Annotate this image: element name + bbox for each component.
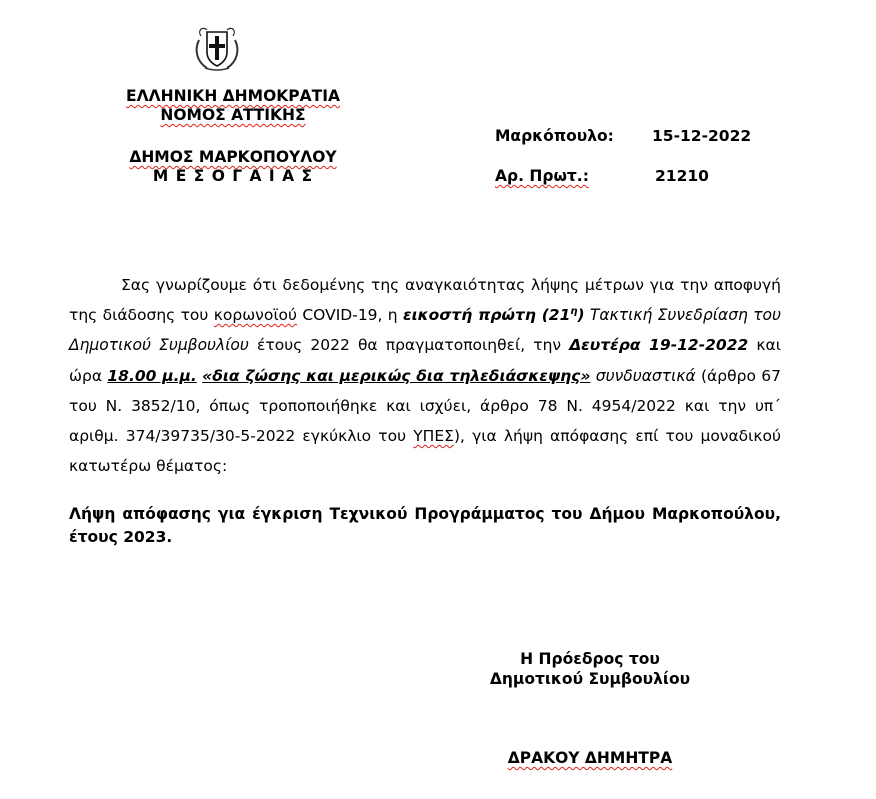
protocol-label: Αρ. Πρωτ.: (495, 167, 589, 185)
signature-title-line2: Δημοτικού Συμβουλίου (489, 670, 691, 688)
document-date: 15-12-2022 (652, 127, 752, 145)
header-prefecture: ΝΟΜΟΣ ΑΤΤΙΚΗΣ (160, 106, 306, 124)
meeting-time: 18.00 μ.μ. (107, 366, 197, 385)
invitation-paragraph: Σας γνωρίζουμε ότι δεδομένης της αναγκαιότητας λήψης μέτρων για την αποφυγή της διάδοσης του κορωνοϊού COVID-19, η εικοστή πρώτη $(21^\eta)$ Τακτική Συνεδρίαση του Δημοτικού Συμβουλίου έτους 2022 θα πραγματοποιηθεί, την Δευτέρα 19-12-2022 και ώρα 18.00 μ.μ. «δια ζώσης και μερικώς δια τηλεδιάσκεψης» συνδυαστικά (άρθρο 67 του Ν. 3852/10, όπως τροποποιήθηκε και ισχύει, άρθρο 78 Ν. 4954/2022 και την υπ΄ αριθμ. 374/39735/30-5-2022 εγκύκλιο του ΥΠΕΣ), για λήψη απόφασης επί του μοναδικού κατωτέρω θέματος: (69, 276, 781, 476)
signature-name: ΔΡΑΚΟΥ ΔΗΜΗΤΡΑ (507, 749, 673, 767)
header-region: Μ Ε Σ Ο Γ Α Ι Α Σ (152, 167, 314, 185)
header-country: ΕΛΛΗΝΙΚΗ ΔΗΜΟΚΡΑΤΙΑ (126, 87, 340, 105)
header-municipality: ΔΗΜΟΣ ΜΑΡΚΟΠΟΥΛΟΥ (129, 148, 337, 166)
place-label: Μαρκόπουλο: (495, 127, 614, 145)
agenda-subject: Λήψη απόφασης για έγκριση Τεχνικού Προγράμματος του Δήμου Μαρκοπούλου, έτους 2023. (69, 505, 781, 546)
coat-of-arms-emblem (191, 22, 243, 74)
meeting-day: Δευτέρα 19-12-2022 (569, 336, 749, 355)
meeting-mode: «δια ζώσης και μερικώς δια τηλεδιάσκεψης» (202, 366, 591, 385)
protocol-number: 21210 (655, 167, 709, 185)
signature-title-line1: Η Πρόεδρος του (520, 650, 660, 668)
